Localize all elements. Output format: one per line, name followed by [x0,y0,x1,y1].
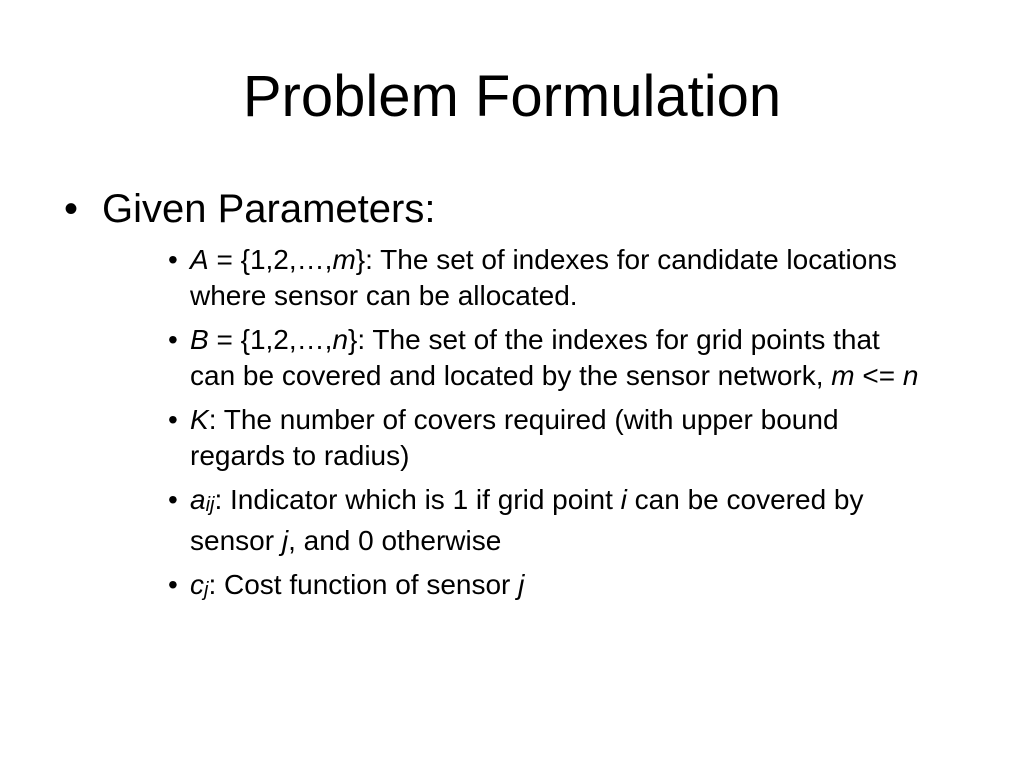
parameter-list [168,242,928,616]
cmp-right: n [902,360,919,391]
cj-desc: : Cost function of sensor [208,569,519,600]
subscript-j: j [204,579,209,601]
var-n: n [332,324,349,355]
subscript-ij: ij [205,494,215,516]
bullet-marker: • [168,404,178,435]
list-item-set-b [168,322,928,394]
cmp-op: <= [854,360,903,391]
set-a-eq: = {1,2,…, [208,244,333,275]
var-j: j [281,525,289,556]
bullet-marker: • [168,484,178,515]
aij-desc-1: : Indicator which is 1 if grid point [214,484,621,515]
list-item-aij [168,482,928,559]
set-a-desc: }: The set of indexes for candidate locations where sensor can be allocated. [190,244,897,311]
slide-title: Problem Formulation [242,64,782,129]
var-b: B [190,324,209,355]
k-desc: : The number of covers required (with upper bound regards to radius) [190,404,839,471]
var-a: A [190,244,209,275]
cmp-left: m [831,360,855,391]
bullet-marker: • [168,324,178,355]
aij-desc-2: can be covered by sensor [190,484,864,556]
list-item-set-a [168,242,928,314]
var-c: c [190,569,204,600]
var-a-lower: a [190,484,206,515]
set-b-eq: = {1,2,…, [208,324,333,355]
list-item-cj [168,567,928,608]
bullet-marker: • [64,187,79,231]
list-item-k [168,402,928,474]
main-bullet-text: Given Parameters: [102,187,436,231]
var-m: m [332,244,356,275]
bullet-marker: • [168,569,178,600]
var-i: i [620,484,627,515]
main-bullet-item [64,184,435,234]
set-b-desc: }: The set of the indexes for grid points that can be covered and located by the sensor network, [190,324,880,391]
bullet-marker: • [168,244,178,275]
aij-desc-3: , and 0 otherwise [288,525,502,556]
var-j: j [518,569,525,600]
var-k: K [190,404,209,435]
